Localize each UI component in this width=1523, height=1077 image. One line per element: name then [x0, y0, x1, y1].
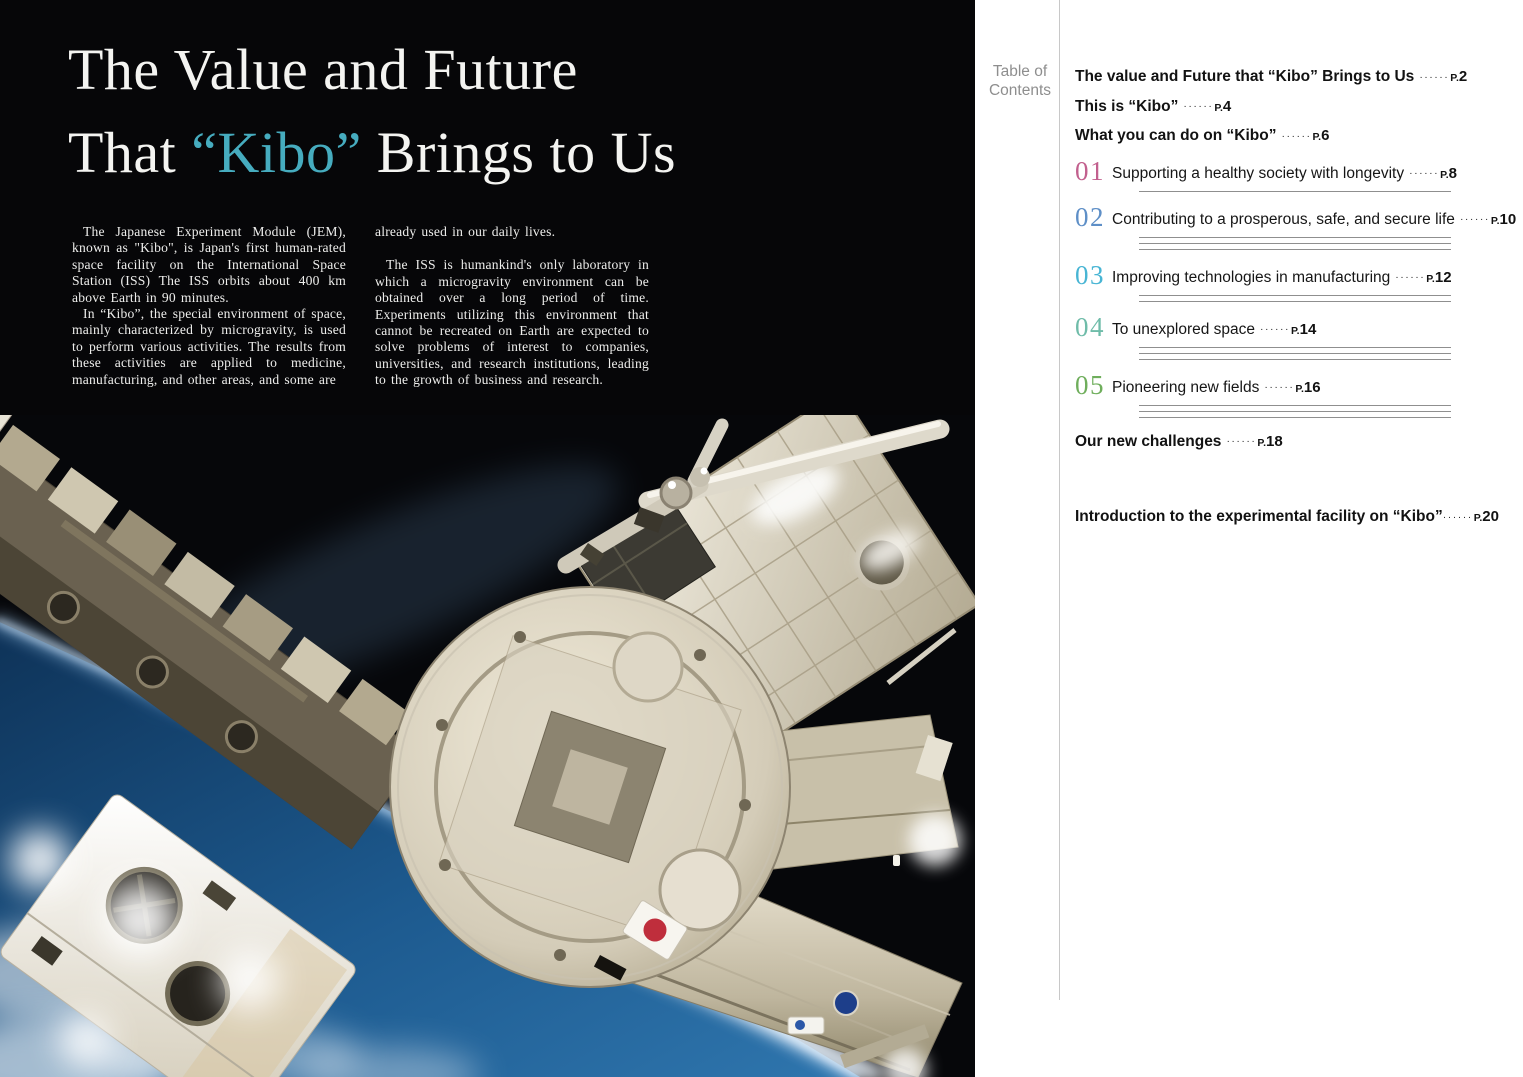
toc-leader-dots: ······ [1281, 129, 1312, 142]
toc-section-subitems [1139, 343, 1451, 365]
toc-section-number: 02 [1075, 201, 1105, 232]
toc-section [1075, 371, 1519, 423]
intro-paragraph: already used in our daily lives. [375, 224, 556, 239]
toc-section-head[interactable] [1075, 157, 1519, 185]
intro-paragraph: The Japanese Experiment Module (JEM), known as "Kibo", is Japan's first human-rated space facility on the International Space Station (ISS) The ISS orbits about 400 km above Earth in 90 minutes. [72, 224, 346, 305]
toc-subitem [1139, 419, 1451, 423]
toc-entry-label: The value and Future that “Kibo” Brings to Us [1075, 68, 1415, 85]
toc-page-number: 4 [1222, 97, 1232, 115]
toc-subitem [1139, 251, 1451, 255]
toc-subitem [1139, 233, 1451, 238]
toc-section [1075, 203, 1519, 255]
toc-leader-dots: ······ [1183, 100, 1214, 112]
toc-subitem [1096, 494, 1468, 502]
toc-entry[interactable] [1075, 433, 1519, 451]
toc-page-number: 8 [1448, 164, 1457, 182]
toc-section-challenges [1075, 433, 1519, 503]
intro-text-column-1 [72, 224, 346, 389]
toc-section-number: 04 [1075, 311, 1105, 342]
toc-subitem [1139, 187, 1451, 192]
toc-entry-label: This is “Kibo” [1075, 97, 1179, 115]
toc-page-prefix: P. [1295, 382, 1304, 395]
toc-subitem [1139, 401, 1451, 406]
toc-entry-label: What you can do on “Kibo” [1075, 127, 1277, 144]
toc-section-number: 01 [1075, 155, 1105, 186]
toc-entry[interactable] [1075, 508, 1519, 526]
title-line2-pre: That [68, 120, 192, 185]
toc-entry-label: Our new challenges [1075, 432, 1222, 450]
toc-section-subitems [1139, 291, 1451, 307]
toc-subitem [1096, 478, 1468, 486]
table-of-contents [1075, 68, 1519, 538]
toc-section-head[interactable] [1075, 203, 1519, 231]
toc-heading-line1: Table of [992, 63, 1048, 80]
toc-heading-line2: Contents [988, 82, 1052, 99]
toc-page-prefix: P. [1473, 512, 1483, 524]
toc-page-prefix: P. [1426, 272, 1435, 285]
toc-page-number: 2 [1458, 68, 1468, 85]
toc-top-entries [1075, 68, 1519, 145]
toc-divider-rule [1059, 0, 1060, 1000]
intro-text-columns [72, 224, 650, 389]
toc-subitem [1139, 355, 1451, 360]
toc-leader-dots: ······ [1264, 381, 1295, 393]
toc-section-title: Contributing to a prosperous, safe, and secure life [1112, 210, 1455, 228]
toc-section-number: 05 [1075, 369, 1105, 400]
toc-entry[interactable] [1075, 127, 1519, 145]
toc-page-prefix: P. [1312, 131, 1322, 143]
toc-subitem [1139, 297, 1451, 302]
toc-leader-dots: ······ [1409, 167, 1440, 179]
toc-page-number: 18 [1266, 432, 1283, 450]
toc-page-prefix: P. [1440, 168, 1449, 181]
toc-subitem [1096, 486, 1468, 494]
intro-paragraph: The ISS is humankind's only laboratory in which a microgravity environment can be obtained over a long period of time. Experiments utilizing this environment that cannot be recreated on Earth are expected to solve problems of interest to companies, universities, and research institutions, leading to the growth of business and research. [375, 257, 649, 388]
toc-section-subitems [1139, 401, 1451, 423]
toc-entry-label: Introduction to the experimental facility on “Kibo” [1075, 508, 1443, 525]
toc-page-prefix: P. [1490, 214, 1500, 227]
title-kibo-accent: “Kibo” [191, 120, 362, 185]
toc-section-subitems [1096, 462, 1468, 502]
intro-text-column-2 [375, 224, 649, 389]
page-title [68, 28, 676, 194]
toc-leader-dots: ······ [1442, 510, 1473, 523]
title-line1: The Value and Future [68, 37, 578, 102]
toc-page-number: 6 [1321, 127, 1330, 144]
toc-section [1075, 313, 1519, 365]
toc-page-number: 10 [1499, 210, 1517, 228]
toc-subitem [1139, 413, 1451, 418]
toc-page-prefix: P. [1257, 436, 1266, 449]
toc-section-head[interactable] [1075, 313, 1519, 341]
toc-section-title: To unexplored space [1112, 320, 1256, 338]
toc-heading [981, 62, 1059, 100]
toc-subitem [1139, 291, 1451, 296]
toc-subitem [1139, 239, 1451, 244]
toc-subitem [1139, 361, 1451, 365]
title-line2-post: Brings to Us [361, 120, 677, 185]
toc-section-number: 03 [1075, 259, 1105, 290]
toc-leader-dots: ······ [1226, 435, 1257, 447]
toc-section-head[interactable] [1075, 261, 1519, 289]
toc-leader-dots: ······ [1419, 70, 1450, 83]
toc-subitem [1139, 193, 1451, 197]
toc-entry[interactable] [1075, 98, 1519, 116]
toc-leader-dots: ······ [1260, 323, 1291, 335]
intro-paragraph: In “Kibo”, the special environment of space, mainly characterized by microgravity, is used to perform various activities. The results from these activities are applied to medicine, manufacturing, and other areas, and some are [72, 306, 346, 387]
toc-section [1075, 157, 1519, 197]
toc-page-number: 14 [1299, 320, 1317, 338]
toc-section-title: Pioneering new fields [1112, 378, 1260, 396]
toc-leader-dots: ······ [1395, 271, 1426, 283]
toc-page-number: 20 [1482, 508, 1499, 525]
toc-subitem [1096, 470, 1468, 478]
right-page [975, 0, 1523, 1077]
toc-subitem [1139, 245, 1451, 250]
toc-section-head[interactable] [1075, 371, 1519, 399]
toc-page-prefix: P. [1214, 101, 1223, 114]
toc-sections [1075, 157, 1519, 423]
toc-subitem [1096, 462, 1468, 470]
toc-entry[interactable] [1075, 68, 1519, 86]
toc-section-title: Supporting a healthy society with longevity [1112, 164, 1405, 182]
photo-kibo-end-cone [390, 587, 790, 987]
toc-subitem [1139, 343, 1451, 348]
toc-page-number: 12 [1434, 268, 1452, 286]
toc-page-prefix: P. [1450, 72, 1459, 84]
toc-page-prefix: P. [1291, 324, 1300, 337]
photo-astronaut [893, 855, 900, 866]
toc-subitem [1139, 349, 1451, 354]
photo-esa-logo [788, 1017, 824, 1034]
toc-section-subitems [1139, 187, 1451, 197]
toc-subitem [1139, 303, 1451, 307]
photo-nasa-logo [834, 991, 858, 1015]
toc-leader-dots: ······ [1459, 213, 1490, 225]
toc-subitem [1139, 407, 1451, 412]
iss-kibo-photo [0, 415, 975, 1077]
toc-section-subitems [1139, 233, 1451, 255]
toc-section-title: Improving technologies in manufacturing [1112, 268, 1391, 286]
toc-section [1075, 261, 1519, 307]
toc-page-number: 16 [1303, 378, 1321, 396]
